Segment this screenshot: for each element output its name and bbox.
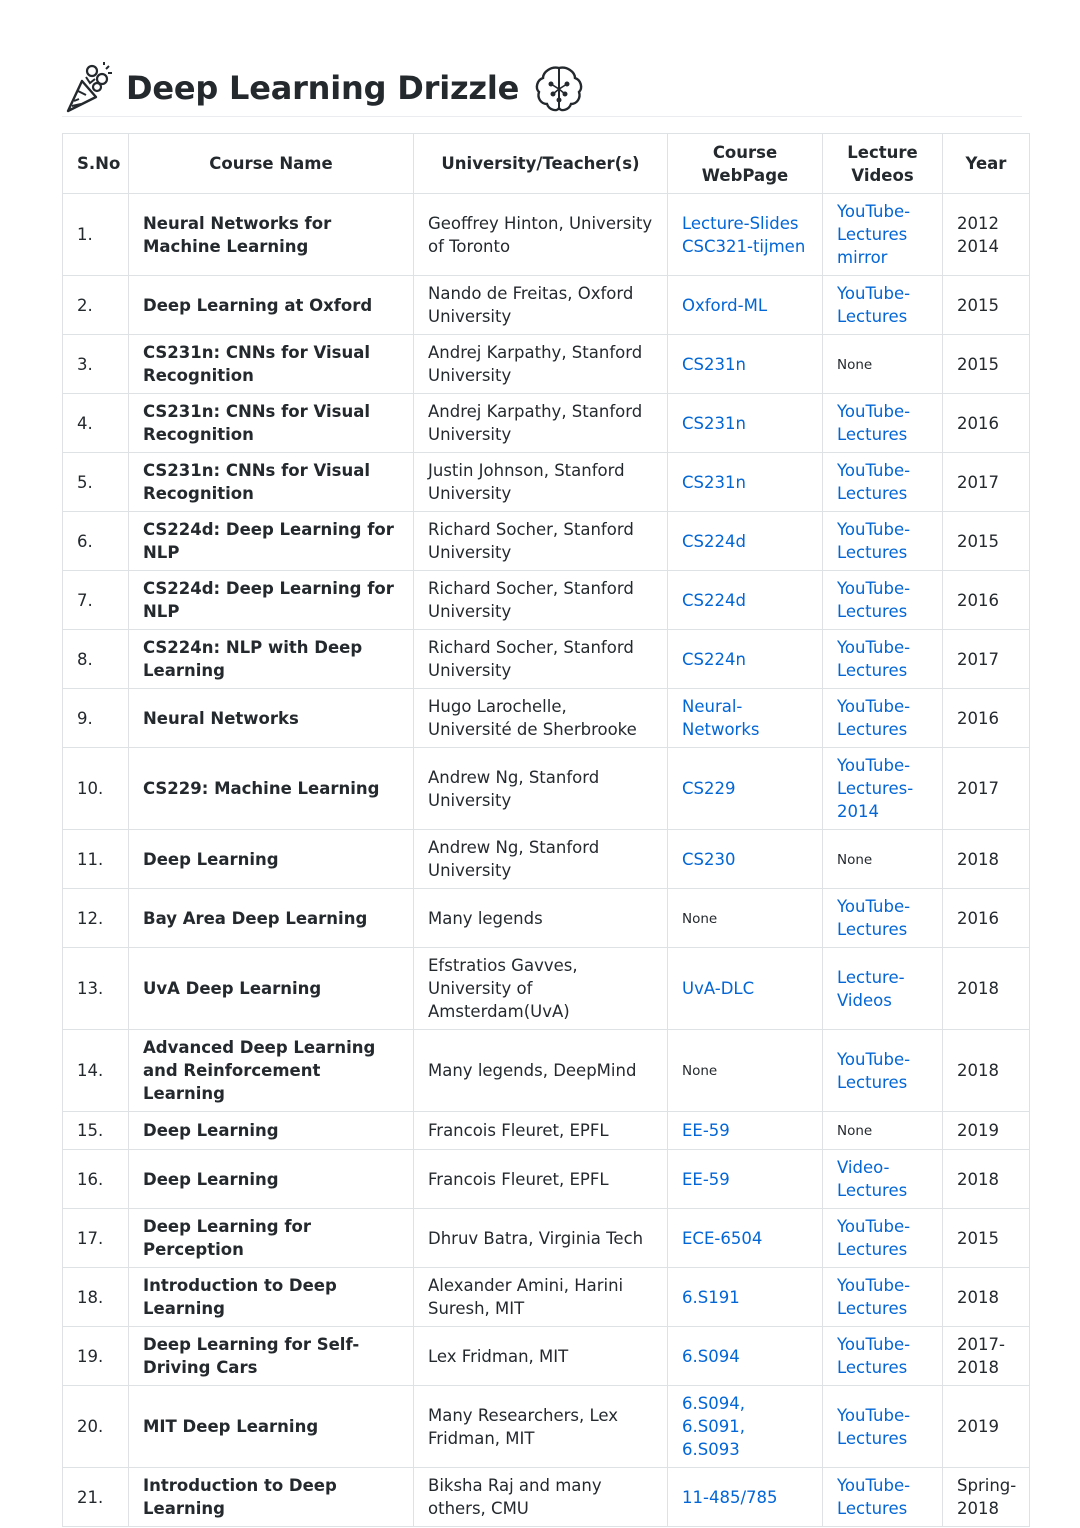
row-teacher: Andrew Ng, Stanford University (414, 830, 668, 889)
course-link[interactable]: YouTube- Lectures (837, 202, 911, 244)
row-course-name: Deep Learning (129, 1112, 414, 1150)
cell-text: 2015 (957, 295, 999, 315)
cell-text: 2017- 2018 (957, 1335, 1005, 1377)
table-row (63, 889, 1030, 948)
row-webpage (668, 335, 823, 394)
row-course-name: CS224n: NLP with Deep Learning (129, 630, 414, 689)
course-link[interactable]: ECE-6504 (682, 1228, 763, 1248)
row-videos (823, 630, 943, 689)
row-sno: 21. (63, 1468, 129, 1527)
row-webpage (668, 1268, 823, 1327)
row-year (943, 1468, 1030, 1527)
row-teacher: Many legends (414, 889, 668, 948)
page-header (62, 60, 1022, 117)
row-year (943, 948, 1030, 1030)
row-teacher: Dhruv Batra, Virginia Tech (414, 1209, 668, 1268)
row-course-name: Neural Networks (129, 689, 414, 748)
row-course-name: CS231n: CNNs for Visual Recognition (129, 453, 414, 512)
row-course-name: Deep Learning (129, 830, 414, 889)
course-link[interactable]: CS224d (682, 590, 746, 610)
none-label: None (837, 356, 873, 373)
header-year: Year (943, 134, 1030, 194)
row-teacher: Many legends, DeepMind (414, 1030, 668, 1112)
table-row (63, 1327, 1030, 1386)
row-sno: 17. (63, 1209, 129, 1268)
row-teacher: Francois Fleuret, EPFL (414, 1112, 668, 1150)
row-webpage (668, 748, 823, 830)
row-webpage (668, 394, 823, 453)
course-link[interactable]: CS230 (682, 849, 736, 869)
course-link[interactable]: EE-59 (682, 1121, 730, 1140)
row-year (943, 1327, 1030, 1386)
course-link[interactable]: CS231n (682, 413, 746, 433)
row-course-name: CS224d: Deep Learning for NLP (129, 512, 414, 571)
row-year (943, 453, 1030, 512)
table-row (63, 571, 1030, 630)
row-sno: 20. (63, 1386, 129, 1468)
row-sno: 11. (63, 830, 129, 889)
row-webpage (668, 1386, 823, 1468)
row-teacher: Richard Socher, Stanford University (414, 571, 668, 630)
cell-text: 2018 (957, 1287, 999, 1307)
none-label: None (837, 1123, 873, 1139)
row-year (943, 1030, 1030, 1112)
row-webpage (668, 948, 823, 1030)
none-label: None (682, 1063, 718, 1079)
row-videos (823, 1209, 943, 1268)
table-row (63, 948, 1030, 1030)
cell-text: 2017 (957, 779, 999, 798)
party-popper-icon (62, 61, 116, 115)
course-link[interactable]: YouTube- Lectures (837, 1476, 911, 1518)
row-webpage (668, 1112, 823, 1150)
cell-text: 2018 (957, 979, 999, 998)
cell-text: 2015 (957, 1228, 999, 1248)
table-row (63, 630, 1030, 689)
table-row (63, 1268, 1030, 1327)
row-videos (823, 1150, 943, 1209)
row-teacher: Geoffrey Hinton, University of Toronto (414, 194, 668, 276)
row-sno: 13. (63, 948, 129, 1030)
row-course-name: CS231n: CNNs for Visual Recognition (129, 335, 414, 394)
row-videos (823, 1112, 943, 1150)
row-webpage (668, 689, 823, 748)
row-sno: 4. (63, 394, 129, 453)
row-webpage (668, 1468, 823, 1527)
course-link[interactable]: YouTube- Lectures (837, 461, 911, 503)
table-row (63, 453, 1030, 512)
course-link[interactable]: YouTube- Lectures- 2014 (837, 756, 914, 821)
row-webpage (668, 1327, 823, 1386)
row-videos (823, 889, 943, 948)
course-link[interactable]: YouTube- Lectures (837, 1276, 911, 1318)
header-videos: Lecture Videos (823, 134, 943, 194)
cell-text: 2016 (957, 908, 999, 928)
cell-text: 2017 (957, 472, 999, 492)
row-videos (823, 948, 943, 1030)
row-year (943, 1112, 1030, 1150)
table-row (63, 1030, 1030, 1112)
table-row (63, 335, 1030, 394)
cell-text: 2016 (957, 413, 999, 433)
row-videos (823, 748, 943, 830)
course-link[interactable]: Lecture- Videos (837, 967, 905, 1010)
row-course-name: Deep Learning at Oxford (129, 276, 414, 335)
row-course-name: Advanced Deep Learning and Reinforcement Learning (129, 1030, 414, 1112)
row-year (943, 394, 1030, 453)
row-teacher: Lex Fridman, MIT (414, 1327, 668, 1386)
row-videos (823, 689, 943, 748)
row-sno: 18. (63, 1268, 129, 1327)
row-webpage (668, 194, 823, 276)
course-link[interactable]: UvA-DLC (682, 979, 755, 998)
course-link[interactable]: YouTube- Lectures (837, 402, 911, 444)
row-videos (823, 1268, 943, 1327)
cell-text: 2016 (957, 708, 999, 728)
row-videos (823, 394, 943, 453)
row-course-name: Introduction to Deep Learning (129, 1468, 414, 1527)
none-label: None (682, 910, 718, 927)
row-course-name: CS224d: Deep Learning for NLP (129, 571, 414, 630)
course-link[interactable]: 6.S191 (682, 1287, 740, 1307)
row-sno: 19. (63, 1327, 129, 1386)
row-videos (823, 453, 943, 512)
row-sno: 15. (63, 1112, 129, 1150)
row-year (943, 276, 1030, 335)
cell-text: 2012 (957, 213, 999, 233)
row-year (943, 1150, 1030, 1209)
course-table (62, 133, 1030, 1527)
row-sno: 8. (63, 630, 129, 689)
row-year (943, 194, 1030, 276)
row-year (943, 1268, 1030, 1327)
row-teacher: Justin Johnson, Stanford University (414, 453, 668, 512)
table-row (63, 748, 1030, 830)
cell-text: 2015 (957, 354, 999, 374)
row-teacher: Richard Socher, Stanford University (414, 630, 668, 689)
course-link[interactable]: 11-485/785 (682, 1487, 778, 1507)
row-sno: 12. (63, 889, 129, 948)
row-year (943, 335, 1030, 394)
table-row (63, 1386, 1030, 1468)
course-link[interactable]: YouTube- Lectures (837, 638, 911, 680)
row-sno: 14. (63, 1030, 129, 1112)
row-year (943, 630, 1030, 689)
cell-text: 2015 (957, 531, 999, 551)
row-videos (823, 830, 943, 889)
row-course-name: CS231n: CNNs for Visual Recognition (129, 394, 414, 453)
course-link[interactable]: Neural- Networks (682, 697, 760, 739)
course-link[interactable]: YouTube- Lectures (837, 1405, 911, 1448)
row-webpage (668, 630, 823, 689)
course-link[interactable]: CS231n (682, 472, 746, 492)
row-course-name: Deep Learning (129, 1150, 414, 1209)
row-webpage (668, 276, 823, 335)
course-link[interactable]: CSC321-tijmen (682, 236, 806, 256)
cell-text: 2019 (957, 1417, 999, 1436)
row-webpage (668, 512, 823, 571)
row-year (943, 1209, 1030, 1268)
course-link[interactable]: YouTube- Lectures (837, 520, 911, 562)
brain-icon (533, 62, 585, 114)
cell-text: 2018 (957, 1061, 999, 1080)
row-webpage (668, 1030, 823, 1112)
course-link[interactable]: YouTube- Lectures (837, 1335, 911, 1377)
cell-text: 2016 (957, 590, 999, 610)
cell-text: Spring- 2018 (957, 1476, 1017, 1518)
course-link[interactable]: CS224n (682, 649, 746, 669)
row-year (943, 1386, 1030, 1468)
row-year (943, 689, 1030, 748)
table-row (63, 1468, 1030, 1527)
course-link[interactable]: mirror (837, 248, 888, 267)
row-sno: 10. (63, 748, 129, 830)
row-videos (823, 512, 943, 571)
row-videos (823, 1030, 943, 1112)
row-videos (823, 1386, 943, 1468)
row-sno: 3. (63, 335, 129, 394)
course-link[interactable]: CS231n (682, 354, 746, 374)
table-row (63, 1209, 1030, 1268)
row-course-name: Introduction to Deep Learning (129, 1268, 414, 1327)
row-webpage (668, 1150, 823, 1209)
row-sno: 5. (63, 453, 129, 512)
row-sno: 16. (63, 1150, 129, 1209)
course-link[interactable]: YouTube- Lectures (837, 897, 911, 939)
row-sno: 9. (63, 689, 129, 748)
course-link[interactable]: YouTube- Lectures (837, 579, 911, 621)
row-sno: 2. (63, 276, 129, 335)
row-year (943, 889, 1030, 948)
table-row (63, 830, 1030, 889)
row-teacher: Alexander Amini, Harini Suresh, MIT (414, 1268, 668, 1327)
course-link[interactable]: EE-59 (682, 1169, 730, 1189)
course-link[interactable]: Oxford-ML (682, 295, 768, 315)
row-videos (823, 194, 943, 276)
header-sno: S.No (63, 134, 129, 194)
row-sno: 7. (63, 571, 129, 630)
row-sno: 1. (63, 194, 129, 276)
course-link[interactable]: CS229 (682, 779, 736, 798)
row-webpage (668, 830, 823, 889)
row-teacher: Biksha Raj and many others, CMU (414, 1468, 668, 1527)
cell-text: 2018 (957, 1169, 999, 1189)
row-course-name: UvA Deep Learning (129, 948, 414, 1030)
page-title: Deep Learning Drizzle (126, 69, 520, 107)
header-webpage: Course WebPage (668, 134, 823, 194)
course-link[interactable]: CS224d (682, 531, 746, 551)
row-teacher: Richard Socher, Stanford University (414, 512, 668, 571)
row-teacher: Nando de Freitas, Oxford University (414, 276, 668, 335)
row-webpage (668, 1209, 823, 1268)
course-link[interactable]: YouTube- Lectures (837, 1049, 911, 1092)
table-row (63, 512, 1030, 571)
row-course-name: CS229: Machine Learning (129, 748, 414, 830)
cell-text: 2019 (957, 1121, 999, 1140)
row-course-name: Deep Learning for Self-Driving Cars (129, 1327, 414, 1386)
table-row (63, 394, 1030, 453)
row-videos (823, 1468, 943, 1527)
row-webpage (668, 453, 823, 512)
none-label: None (837, 851, 873, 868)
cell-text: 2017 (957, 649, 999, 669)
row-year (943, 830, 1030, 889)
header-course-name: Course Name (129, 134, 414, 194)
row-teacher: Many Researchers, Lex Fridman, MIT (414, 1386, 668, 1468)
row-sno: 6. (63, 512, 129, 571)
row-course-name: Deep Learning for Perception (129, 1209, 414, 1268)
course-link[interactable]: Lecture-Slides (682, 213, 799, 233)
row-webpage (668, 571, 823, 630)
row-teacher: Andrej Karpathy, Stanford University (414, 394, 668, 453)
row-course-name: Bay Area Deep Learning (129, 889, 414, 948)
course-link[interactable]: YouTube- Lectures (837, 697, 911, 739)
table-row (63, 194, 1030, 276)
header-teacher: University/Teacher(s) (414, 134, 668, 194)
row-year (943, 512, 1030, 571)
row-teacher: Francois Fleuret, EPFL (414, 1150, 668, 1209)
row-videos (823, 335, 943, 394)
course-link[interactable]: 6.S094 (682, 1346, 740, 1366)
table-row (63, 276, 1030, 335)
table-row (63, 689, 1030, 748)
row-teacher: Hugo Larochelle, Université de Sherbrooke (414, 689, 668, 748)
row-teacher: Efstratios Gavves, University of Amsterdam(UvA) (414, 948, 668, 1030)
course-link[interactable]: YouTube- Lectures (837, 1217, 911, 1259)
row-course-name: Neural Networks for Machine Learning (129, 194, 414, 276)
row-course-name: MIT Deep Learning (129, 1386, 414, 1468)
table-header-row (63, 134, 1030, 194)
row-year (943, 748, 1030, 830)
row-videos (823, 276, 943, 335)
table-row (63, 1112, 1030, 1150)
row-webpage (668, 889, 823, 948)
row-teacher: Andrej Karpathy, Stanford University (414, 335, 668, 394)
cell-text: 2014 (957, 236, 999, 256)
row-videos (823, 1327, 943, 1386)
course-link[interactable]: YouTube- Lectures (837, 284, 911, 326)
course-link[interactable]: 6.S094, 6.S091, 6.S093 (682, 1394, 745, 1459)
course-link[interactable]: Video- Lectures (837, 1158, 908, 1200)
row-year (943, 571, 1030, 630)
row-teacher: Andrew Ng, Stanford University (414, 748, 668, 830)
cell-text: 2018 (957, 849, 999, 869)
table-row (63, 1150, 1030, 1209)
row-videos (823, 571, 943, 630)
